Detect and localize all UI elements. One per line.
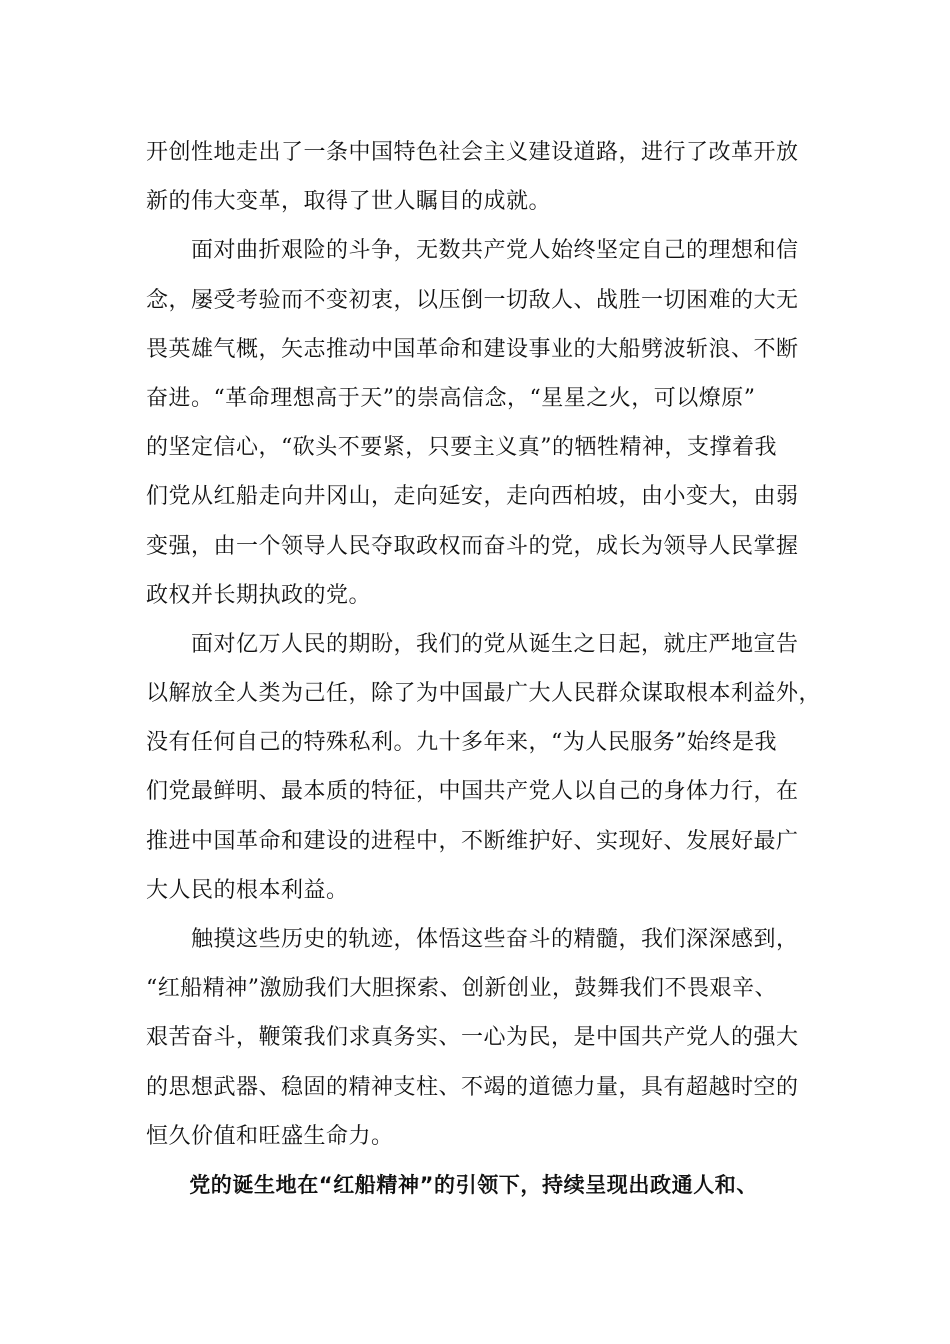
text-line: 的思想武器、稳固的精神支柱、不竭的道德力量，具有超越时空的	[146, 1074, 799, 1100]
text-line: “红船精神”激励我们大胆探索、创新创业，鼓舞我们不畏艰辛、	[146, 976, 777, 1002]
text-line: 恒久价值和旺盛生命力。	[146, 1123, 394, 1149]
bold-heading-line: 党的诞生地在“红船精神”的引领下，持续呈现出政通人和、	[146, 1172, 759, 1197]
text-line: 变强，由一个领导人民夺取政权而奋斗的党，成长为领导人民掌握	[146, 533, 799, 559]
text-line: 的坚定信心，“砍头不要紧，只要主义真”的牺牲精神，支撑着我	[146, 435, 777, 461]
text-line: 推进中国革命和建设的进程中，不断维护好、实现好、发展好最广	[146, 828, 799, 854]
document-body	[146, 128, 822, 1210]
text-line: 艰苦奋斗，鞭策我们求真务实、一心为民，是中国共产党人的强大	[146, 1025, 799, 1051]
text-line: 奋进。“革命理想高于天”的崇高信念，“星星之火，可以燎原”	[146, 385, 756, 411]
text-line: 面对亿万人民的期盼，我们的党从诞生之日起，就庄严地宣告	[146, 631, 799, 657]
text-line: 们党从红船走向井冈山，走向延安，走向西柏坡，由小变大，由弱	[146, 484, 799, 510]
text-line: 们党最鲜明、最本质的特征，中国共产党人以自己的身体力行，在	[146, 779, 799, 805]
text-line: 新的伟大变革，取得了世人瞩目的成就。	[146, 189, 552, 215]
text-line: 大人民的根本利益。	[146, 877, 349, 903]
text-line: 念，屡受考验而不变初衷，以压倒一切敌人、战胜一切困难的大无	[146, 287, 799, 313]
text-line: 开创性地走出了一条中国特色社会主义建设道路，进行了改革开放	[146, 140, 799, 165]
text-line: 没有任何自己的特殊私利。九十多年来，“为人民服务”始终是我	[146, 730, 777, 756]
text-line: 政权并长期执政的党。	[146, 582, 372, 608]
text-line: 面对曲折艰险的斗争，无数共产党人始终坚定自己的理想和信	[146, 238, 799, 264]
text-line: 触摸这些历史的轨迹，体悟这些奋斗的精髓，我们深深感到，	[146, 927, 799, 952]
text-line: 以解放全人类为己任，除了为中国最广大人民群众谋取根本利益外，	[146, 681, 822, 707]
text-line: 畏英雄气概，矢志推动中国革命和建设事业的大船劈波斩浪、不断	[146, 336, 799, 362]
